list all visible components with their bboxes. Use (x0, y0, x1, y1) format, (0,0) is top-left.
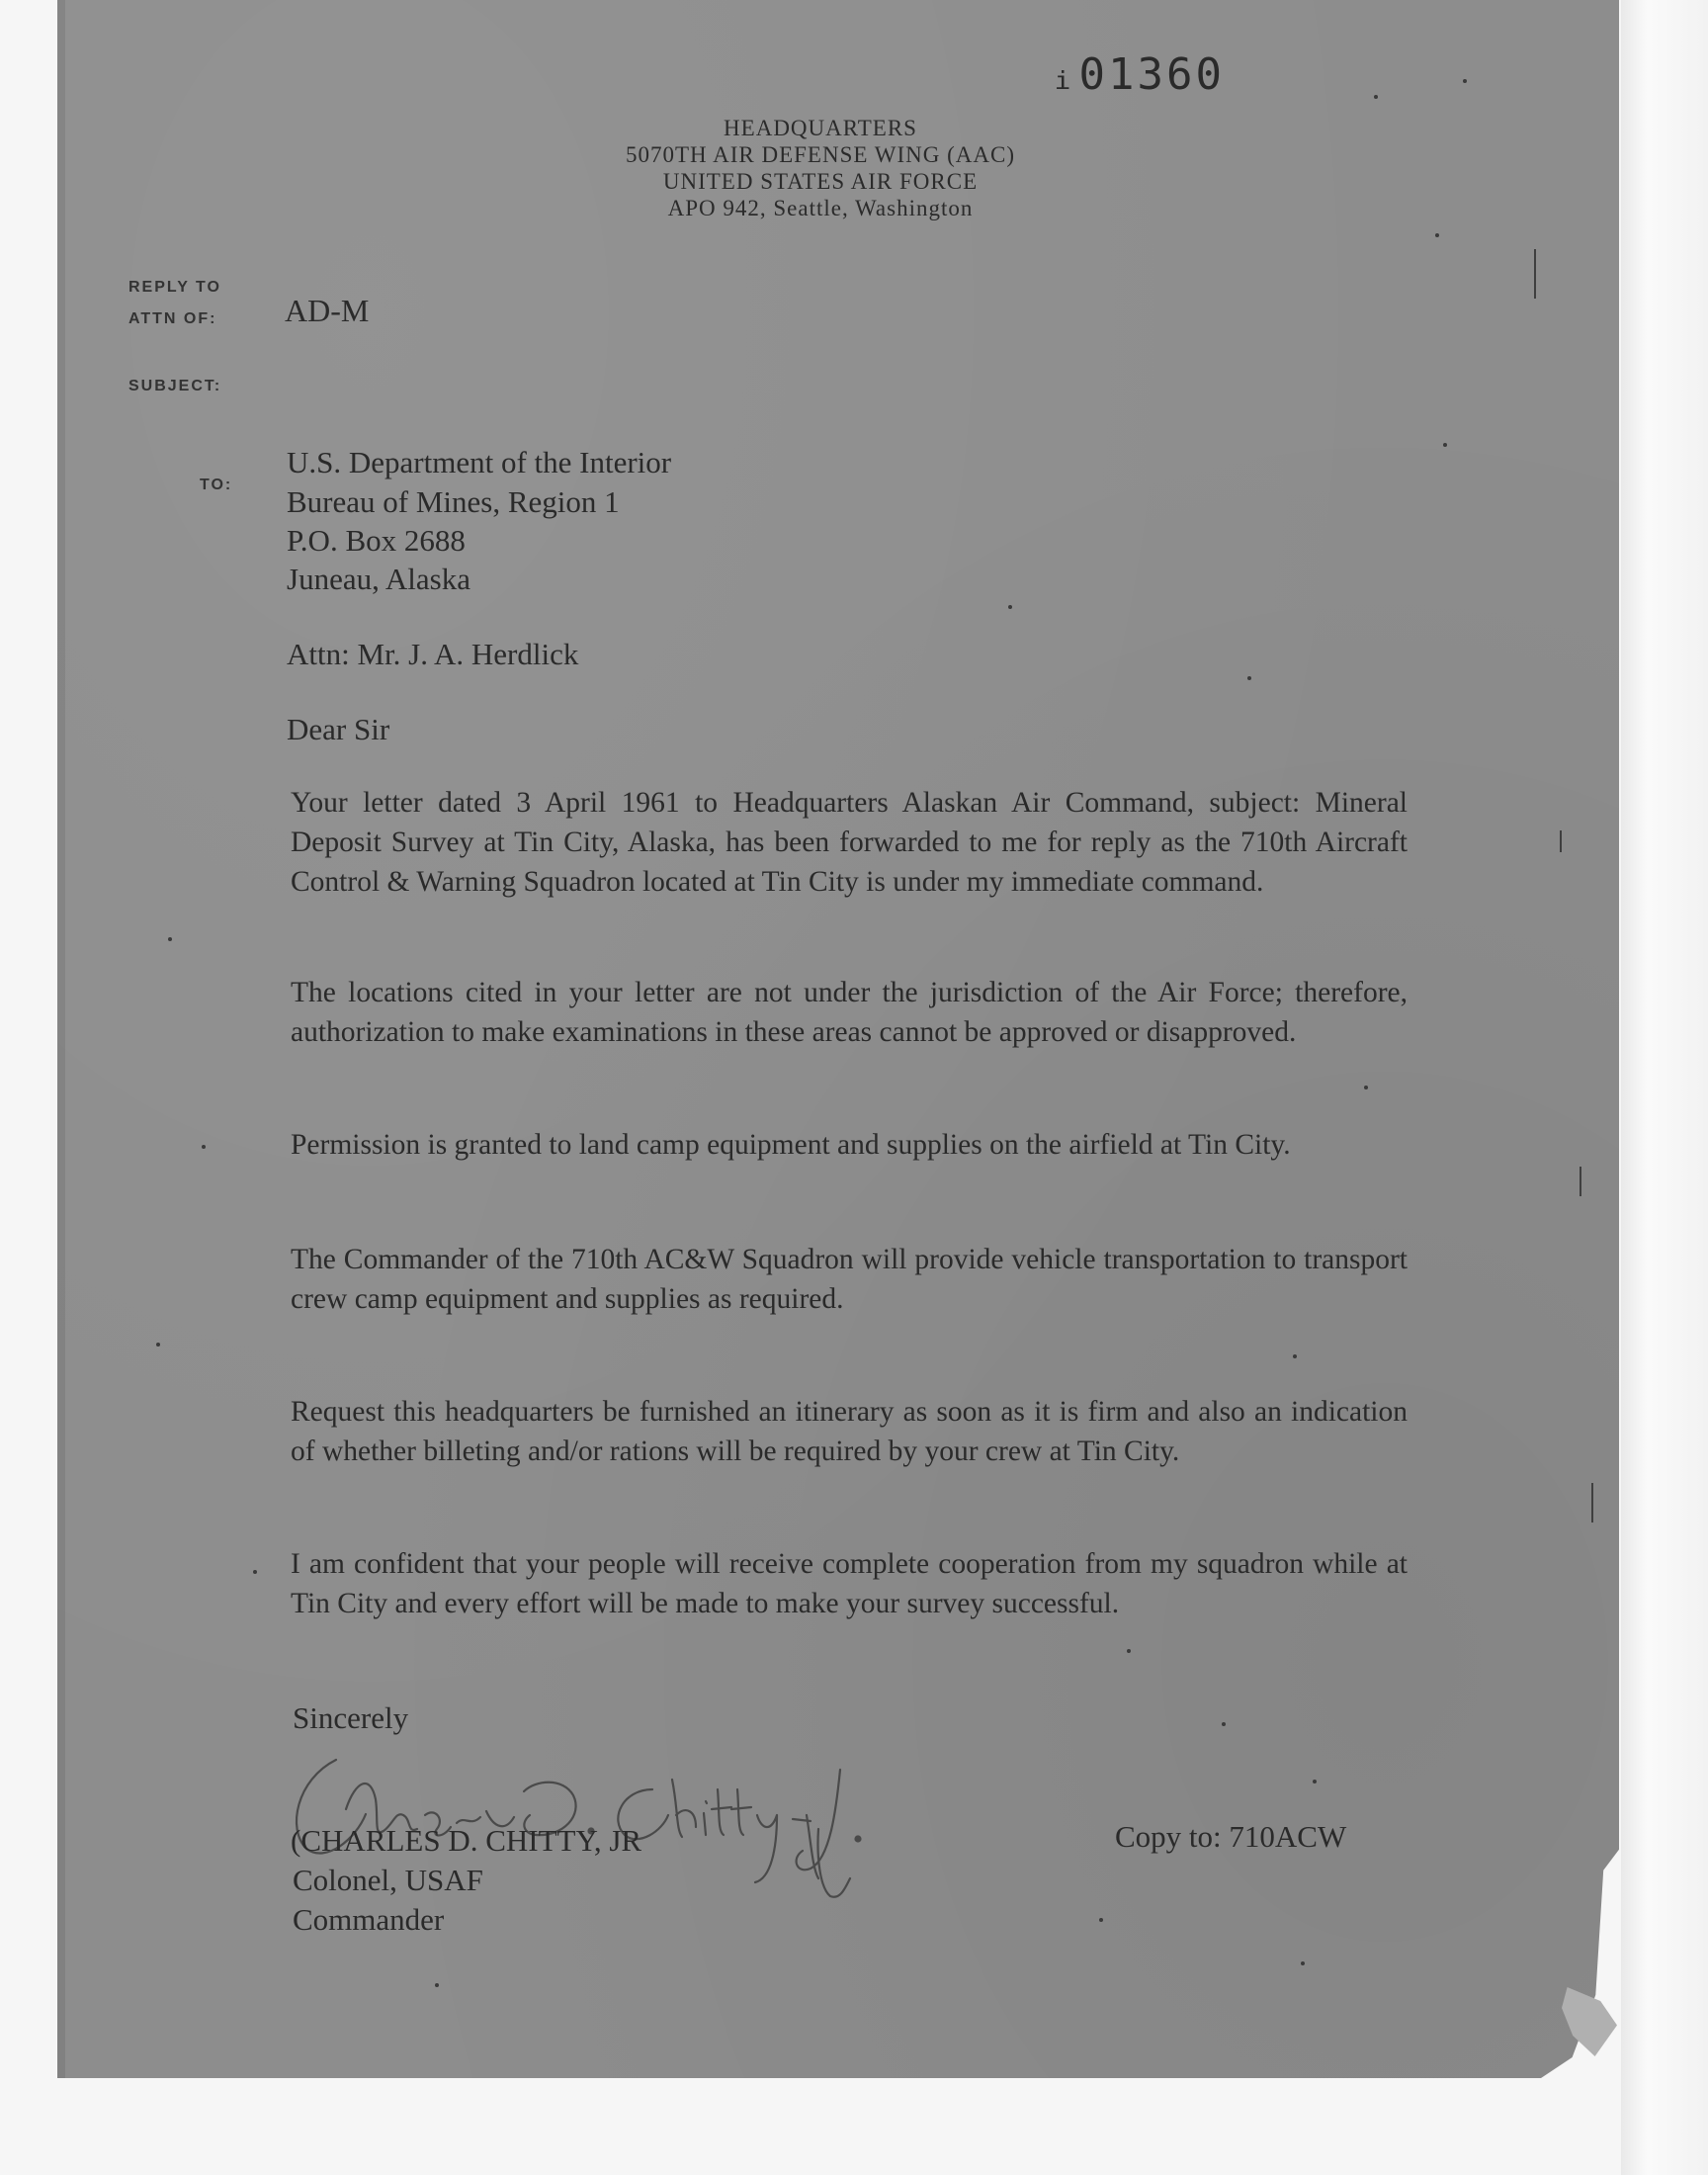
scan-mark (1560, 830, 1562, 852)
paragraph-2: The locations cited in your letter are not under the jurisdiction of the Air Force; therefore, authorization to make examinations in these areas cannot be approved or disapproved. (291, 977, 1408, 1048)
serial-number: ᵢ01360 (1050, 49, 1225, 100)
scan-speck (156, 1343, 160, 1347)
copy-to: Copy to: 710ACW (1115, 1819, 1347, 1854)
scan-speck (1435, 233, 1439, 237)
label-reply-to: REPLY TO (128, 279, 221, 296)
letterhead-address: APO 942, Seattle, Washington (667, 196, 974, 220)
closing: Sincerely (293, 1700, 409, 1735)
scan-mark (1534, 249, 1536, 299)
scan-speck (1463, 79, 1467, 83)
scanner-edge-strip (1621, 0, 1708, 2175)
scan-speck (1364, 1086, 1368, 1089)
letterhead-wing: 5070TH AIR DEFENSE WING (AAC) (625, 142, 1015, 167)
scan-speck (202, 1145, 206, 1149)
scan-speck (1293, 1354, 1297, 1358)
label-to: TO: (200, 477, 233, 493)
signatory-rank: Colonel, USAF (293, 1863, 483, 1897)
letterhead (554, 115, 1087, 221)
addressee-line-1: U.S. Department of the Interior (287, 445, 672, 479)
scan-speck (168, 937, 172, 941)
scan-mark (1580, 1167, 1581, 1196)
paragraph-6: I am confident that your people will receive complete cooperation from my squadron while at Tin City and every effort will be made to make your survey successful. (291, 1548, 1408, 1619)
paragraph-1: Your letter dated 3 April 1961 to Headquarters Alaskan Air Command, subject: Mineral Deposit Survey at Tin City, Alaska, has been forwarded to me for reply as the 710th Aircraft Control & Warning Squadron located at Tin City is under my immediate command. (291, 787, 1408, 898)
scan-speck (1127, 1649, 1131, 1653)
letterhead-headquarters: HEADQUARTERS (724, 116, 917, 140)
salutation: Dear Sir (287, 712, 390, 746)
addressee-line-4: Juneau, Alaska (287, 562, 470, 596)
paragraph-3: Permission is granted to land camp equipment and supplies on the airfield at Tin City. (291, 1129, 1291, 1161)
paragraph-5: Request this headquarters be furnished an itinerary as soon as it is firm and also an indication of whether billeting and/or rations will be required by your crew at Tin City. (291, 1396, 1408, 1467)
scan-mark (1591, 1483, 1593, 1522)
addressee-line-3: P.O. Box 2688 (287, 523, 466, 558)
signatory-name: (CHARLES D. CHITTY, JR (291, 1823, 642, 1858)
addressee-line-2: Bureau of Mines, Region 1 (287, 484, 620, 519)
paper-edge-shadow (57, 0, 65, 2078)
signatory-title: Commander (293, 1902, 445, 1937)
scan-speck (1099, 1918, 1103, 1922)
scan-speck (1247, 676, 1251, 680)
scan-speck (253, 1570, 257, 1574)
scan-speck (1008, 605, 1012, 609)
scan-speck (1301, 1961, 1305, 1965)
scan-speck (1313, 1780, 1317, 1784)
reply-code: AD-M (285, 293, 370, 328)
scan-speck (1222, 1722, 1226, 1726)
scan-speck (435, 1983, 439, 1987)
scan-speck (1374, 95, 1378, 99)
label-attn-of: ATTN OF: (128, 310, 217, 327)
scan-speck (1443, 443, 1447, 447)
letterhead-service: UNITED STATES AIR FORCE (662, 169, 979, 194)
label-subject: SUBJECT: (128, 378, 222, 394)
paragraph-4: The Commander of the 710th AC&W Squadron will provide vehicle transportation to transport crew camp equipment and supplies as required. (291, 1244, 1408, 1315)
attention-line: Attn: Mr. J. A. Herdlick (287, 637, 579, 671)
